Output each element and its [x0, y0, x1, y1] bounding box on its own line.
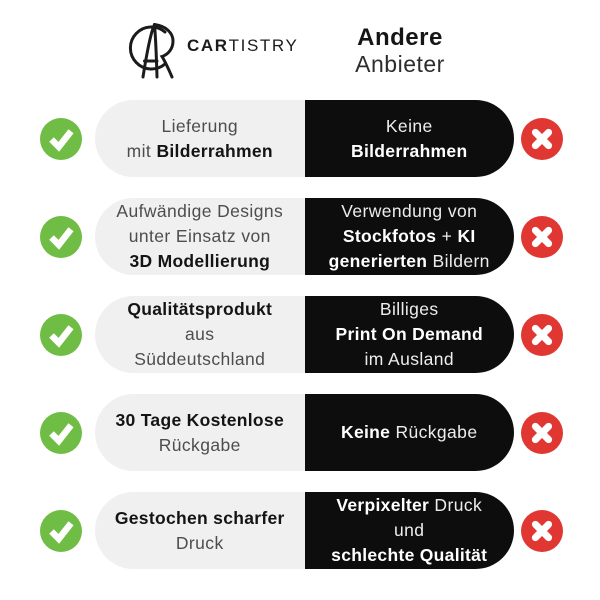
text-line	[380, 297, 439, 322]
text-segment: Druck	[429, 495, 483, 515]
comparison-row	[0, 100, 600, 177]
text-bold-segment: Gestochen scharfer	[114, 507, 285, 528]
text-bold-segment: Verpixelter	[336, 495, 430, 515]
text-bold-segment: Stockfotos	[342, 226, 437, 246]
pill-left-cell	[95, 100, 305, 177]
brand-name-rest: TISTRY	[228, 36, 299, 55]
text-line	[336, 493, 482, 518]
text-segment: Süddeutschland	[134, 349, 266, 369]
text-bold-segment: 3D Modellierung	[129, 251, 271, 271]
pill-left-cell	[95, 394, 305, 471]
text-segment: Bildern	[427, 251, 490, 271]
text-bold-segment: schlechte Qualität	[331, 545, 488, 565]
text-bold-segment: Bilderrahmen	[351, 140, 468, 161]
text-segment: Lieferung	[161, 115, 239, 136]
text-line	[386, 114, 433, 139]
text-line	[329, 249, 490, 274]
text-line	[343, 224, 476, 249]
comparison-pill	[95, 492, 514, 569]
text-segment: aus	[185, 324, 215, 344]
comparison-row	[0, 394, 600, 471]
text-line	[129, 249, 270, 274]
text-line	[341, 420, 477, 445]
text-line	[185, 322, 214, 347]
check-icon	[40, 314, 82, 356]
comparison-pill	[95, 394, 514, 471]
text-bold-segment: Keine	[341, 422, 391, 442]
brand-wordmark	[187, 36, 298, 56]
text-line	[364, 347, 454, 372]
pill-right-cell	[305, 296, 515, 373]
check-icon	[40, 118, 82, 160]
comparison-pill	[95, 100, 514, 177]
text-line	[134, 347, 265, 372]
pill-right-cell	[305, 198, 515, 275]
header	[0, 0, 600, 100]
pill-right-cell	[305, 394, 515, 471]
text-bold-segment: 30 Tage Kostenlose	[115, 409, 284, 430]
cartistry-logo-monogram-icon	[126, 16, 180, 80]
text-bold-segment: KI	[457, 226, 476, 246]
text-bold-segment: Print On Demand	[335, 324, 483, 344]
text-segment: Druck	[175, 532, 224, 553]
cross-icon	[521, 118, 563, 160]
text-bold-segment: Qualitätsprodukt	[127, 299, 273, 319]
text-line	[115, 506, 285, 531]
text-line	[336, 322, 483, 347]
text-segment: +	[436, 226, 458, 246]
text-segment: Billiges	[379, 299, 439, 319]
text-bold-segment: generierten	[328, 251, 428, 271]
text-line	[129, 224, 271, 249]
comparison-row	[0, 296, 600, 373]
competitor-line2: Anbieter	[355, 51, 445, 77]
pill-right-cell	[305, 100, 515, 177]
text-line	[159, 433, 241, 458]
comparison-row	[0, 492, 600, 569]
text-segment: Rückgabe	[158, 434, 241, 455]
cross-icon	[521, 412, 563, 454]
text-line	[161, 114, 238, 139]
text-line	[176, 531, 224, 556]
text-line	[127, 139, 273, 164]
pill-left-cell	[95, 492, 305, 569]
pill-left-cell	[95, 296, 305, 373]
text-segment: Keine	[385, 115, 433, 136]
text-line	[116, 408, 284, 433]
text-segment: und	[394, 520, 425, 540]
competitor-line1: Andere	[357, 24, 443, 51]
check-icon	[40, 216, 82, 258]
text-line	[116, 199, 283, 224]
competitor-header	[322, 24, 478, 78]
text-segment: Rückgabe	[390, 422, 478, 442]
text-line	[331, 543, 487, 568]
text-segment: im Ausland	[364, 349, 455, 369]
comparison-pill	[95, 296, 514, 373]
check-icon	[40, 412, 82, 454]
cross-icon	[521, 314, 563, 356]
text-line	[351, 139, 467, 164]
text-bold-segment: Bilderrahmen	[156, 140, 273, 161]
comparison-rows	[0, 100, 600, 569]
check-icon	[40, 510, 82, 552]
text-segment: Verwendung von	[341, 201, 478, 221]
cross-icon	[521, 216, 563, 258]
brand-name-bold: CAR	[187, 36, 229, 55]
text-segment: mit	[126, 140, 157, 161]
brand-cartistry	[126, 16, 298, 80]
text-line	[341, 199, 477, 224]
comparison-row	[0, 198, 600, 275]
text-segment: unter Einsatz von	[128, 226, 271, 246]
pill-left-cell	[95, 198, 305, 275]
text-segment: Aufwändige Designs	[116, 201, 284, 221]
cross-icon	[521, 510, 563, 552]
comparison-pill	[95, 198, 514, 275]
text-line	[127, 297, 272, 322]
text-line	[394, 518, 424, 543]
pill-right-cell	[305, 492, 515, 569]
